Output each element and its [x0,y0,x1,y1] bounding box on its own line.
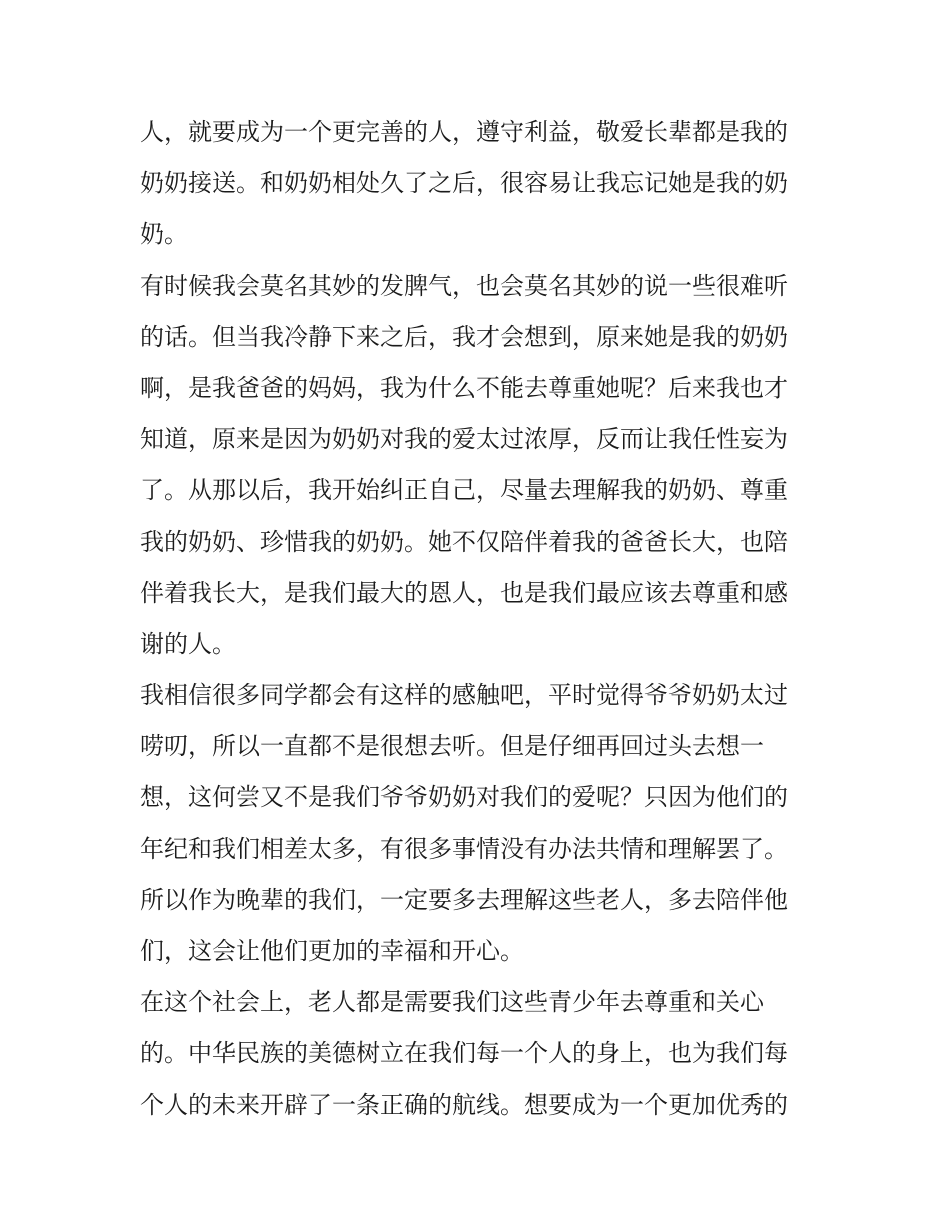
text-line: 的话。但当我冷静下来之后，我才会想到，原来她是我的奶奶 [140,322,788,351]
text-line: 年纪和我们相差太多，有很多事情没有办法共情和理解罢了。 [140,834,788,863]
text-line: 想，这何尝又不是我们爷爷奶奶对我们的爱呢？只因为他们的 [140,783,788,812]
text-line: 谢的人。 [140,629,236,658]
text-line: 我的奶奶、珍惜我的奶奶。她不仅陪伴着我的爸爸长大，也陪 [140,527,788,556]
text-line: 有时候我会莫名其妙的发脾气，也会莫名其妙的说一些很难听 [140,271,788,300]
text-line: 所以作为晚辈的我们，一定要多去理解这些老人，多去陪伴他 [140,885,788,914]
text-line: 在这个社会上，老人都是需要我们这些青少年去尊重和关心 [140,988,764,1017]
text-line: 人，就要成为一个更完善的人，遵守利益，敬爱长辈都是我的 [140,118,788,146]
text-line: 伴着我长大，是我们最大的恩人，也是我们最应该去尊重和感 [140,578,788,607]
text-line: 知道，原来是因为奶奶对我的爱太过浓厚，反而让我任性妄为 [140,425,788,454]
text-line: 们，这会让他们更加的幸福和开心。 [140,937,524,965]
body-text [140,107,820,1131]
text-line: 的。中华民族的美德树立在我们每一个人的身上，也为我们每 [140,1039,788,1068]
text-line: 奶。 [140,220,188,249]
text-line: 个人的未来开辟了一条正确的航线。想要成为一个更加优秀的 [140,1090,788,1119]
text-line: 啊，是我爸爸的妈妈，我为什么不能去尊重她呢？后来我也才 [140,373,788,402]
text-line: 我相信很多同学都会有这样的感触吧，平时觉得爷爷奶奶太过 [140,681,788,710]
text-line: 了。从那以后，我开始纠正自己，尽量去理解我的奶奶、尊重 [140,476,788,505]
text-line: 奶奶接送。和奶奶相处久了之后，很容易让我忘记她是我的奶 [140,169,788,198]
text-line: 唠叨，所以一直都不是很想去听。但是仔细再回过头去想一 [140,732,764,761]
